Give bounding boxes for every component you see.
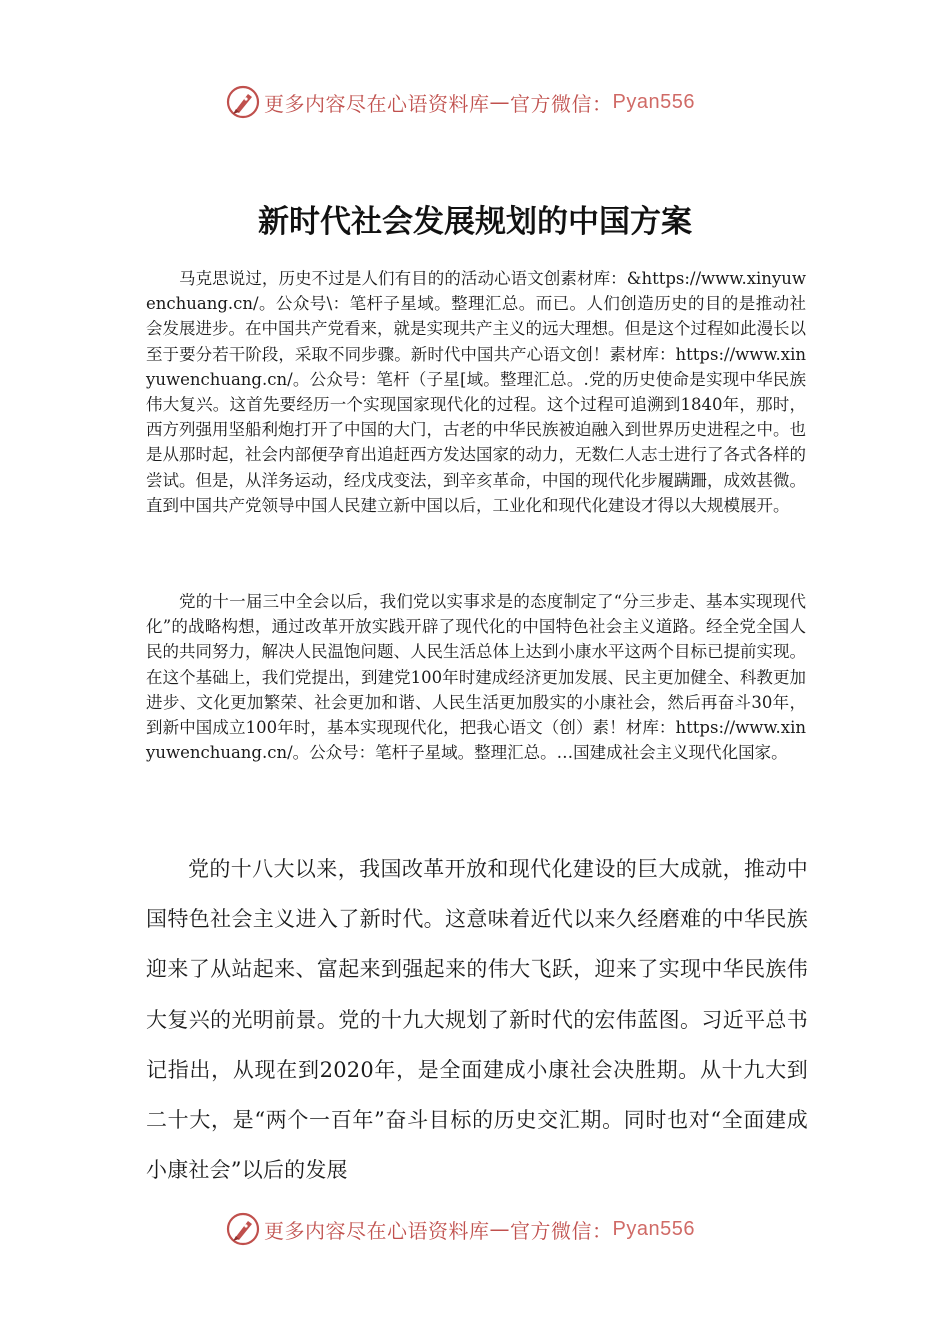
banner-dash: — [489,90,510,114]
footer-banner [226,1209,746,1249]
pen-nib-logo-icon [226,85,260,119]
banner-dash: — [489,1217,510,1241]
banner-text: 更多内容尽在心语资料库 [264,1218,490,1243]
banner-wechat-label: 官方微信： [510,1218,613,1243]
banner-text: 更多内容尽在心语资料库 [264,91,490,116]
banner-wechat-id: Pyan556 [612,90,695,113]
banner-wechat-label: 官方微信： [510,91,613,116]
header-banner [226,82,746,122]
body-paragraph: 党的十一届三中全会以后，我们党以实事求是的态度制定了“分三步走、基本实现现代化”的战略构想，通过改革开放实践开辟了现代化的中国特色社会主义道路。经全党全国人民的共同努力，解决人民温饱问题、人民生活总体上达到小康水平这两个目标已提前实现。在这个基础上，我们党提出，到建党100年时建成经济更加发展、民主更加健全、科教更加进步、文化更加繁荣、社会更加和谐、人民生活更加殷实的小康社会，然后再奋斗30年，到新中国成立100年时，基本实现现代化，把我心语文（创）素！材库：https://www.xinyuwenchuang.cn/。公众号：笔杆子星域。整理汇总。…国建成社会主义现代化国家。 [146,592,806,763]
pen-nib-logo-icon [226,1212,260,1246]
body-paragraph: 马克思说过，历史不过是人们有目的的活动心语文创素材库：&https://www.xinyuwenchuang.cn/。公众号\：笔杆子星域。整理汇总。而已。人们创造历史的目的是推动社会发展进步。在中国共产党看来，就是实现共产主义的远大理想。但是这个过程如此漫长以至于要分若干阶段，采取不同步骤。新时代中国共产心语文创！素材库：https://www.xinyuwenchuang.cn/。公众号：笔杆（子星[域。整理汇总。.党的历史使命是实现中华民族伟大复兴。这首先要经历一个实现国家现代化的过程。这个过程可追溯到1840年，那时，西方列强用坚船利炮打开了中国的大门，古老的中华民族被迫融入到世界历史进程之中。也是从那时起，社会内部便孕育出追赶西方发达国家的动力，无数仁人志士进行了各式各样的尝试。但是，从洋务运动，经戊戌变法，到辛亥革命，中国的现代化步履蹒跚，成效甚微。直到中国共产党领导中国人民建立新中国以后，工业化和现代化建设才得以大规模展开。 [146,269,806,515]
banner-wechat-id: Pyan556 [612,1217,695,1240]
body-paragraph: 党的十八大以来，我国改革开放和现代化建设的巨大成就，推动中国特色社会主义进入了新时代。这意味着近代以来久经磨难的中华民族迎来了从站起来、富起来到强起来的伟大飞跃，迎来了实现中华民族伟大复兴的光明前景。党的十九大规划了新时代的宏伟蓝图。习近平总书记指出，从现在到2020年，是全面建成小康社会决胜期。从十九大到二十大，是“两个一百年”奋斗目标的历史交汇期。同时也对“全面建成小康社会”以后的发展 [146,857,808,1183]
document-title: 新时代社会发展规划的中国方案 [258,204,692,240]
